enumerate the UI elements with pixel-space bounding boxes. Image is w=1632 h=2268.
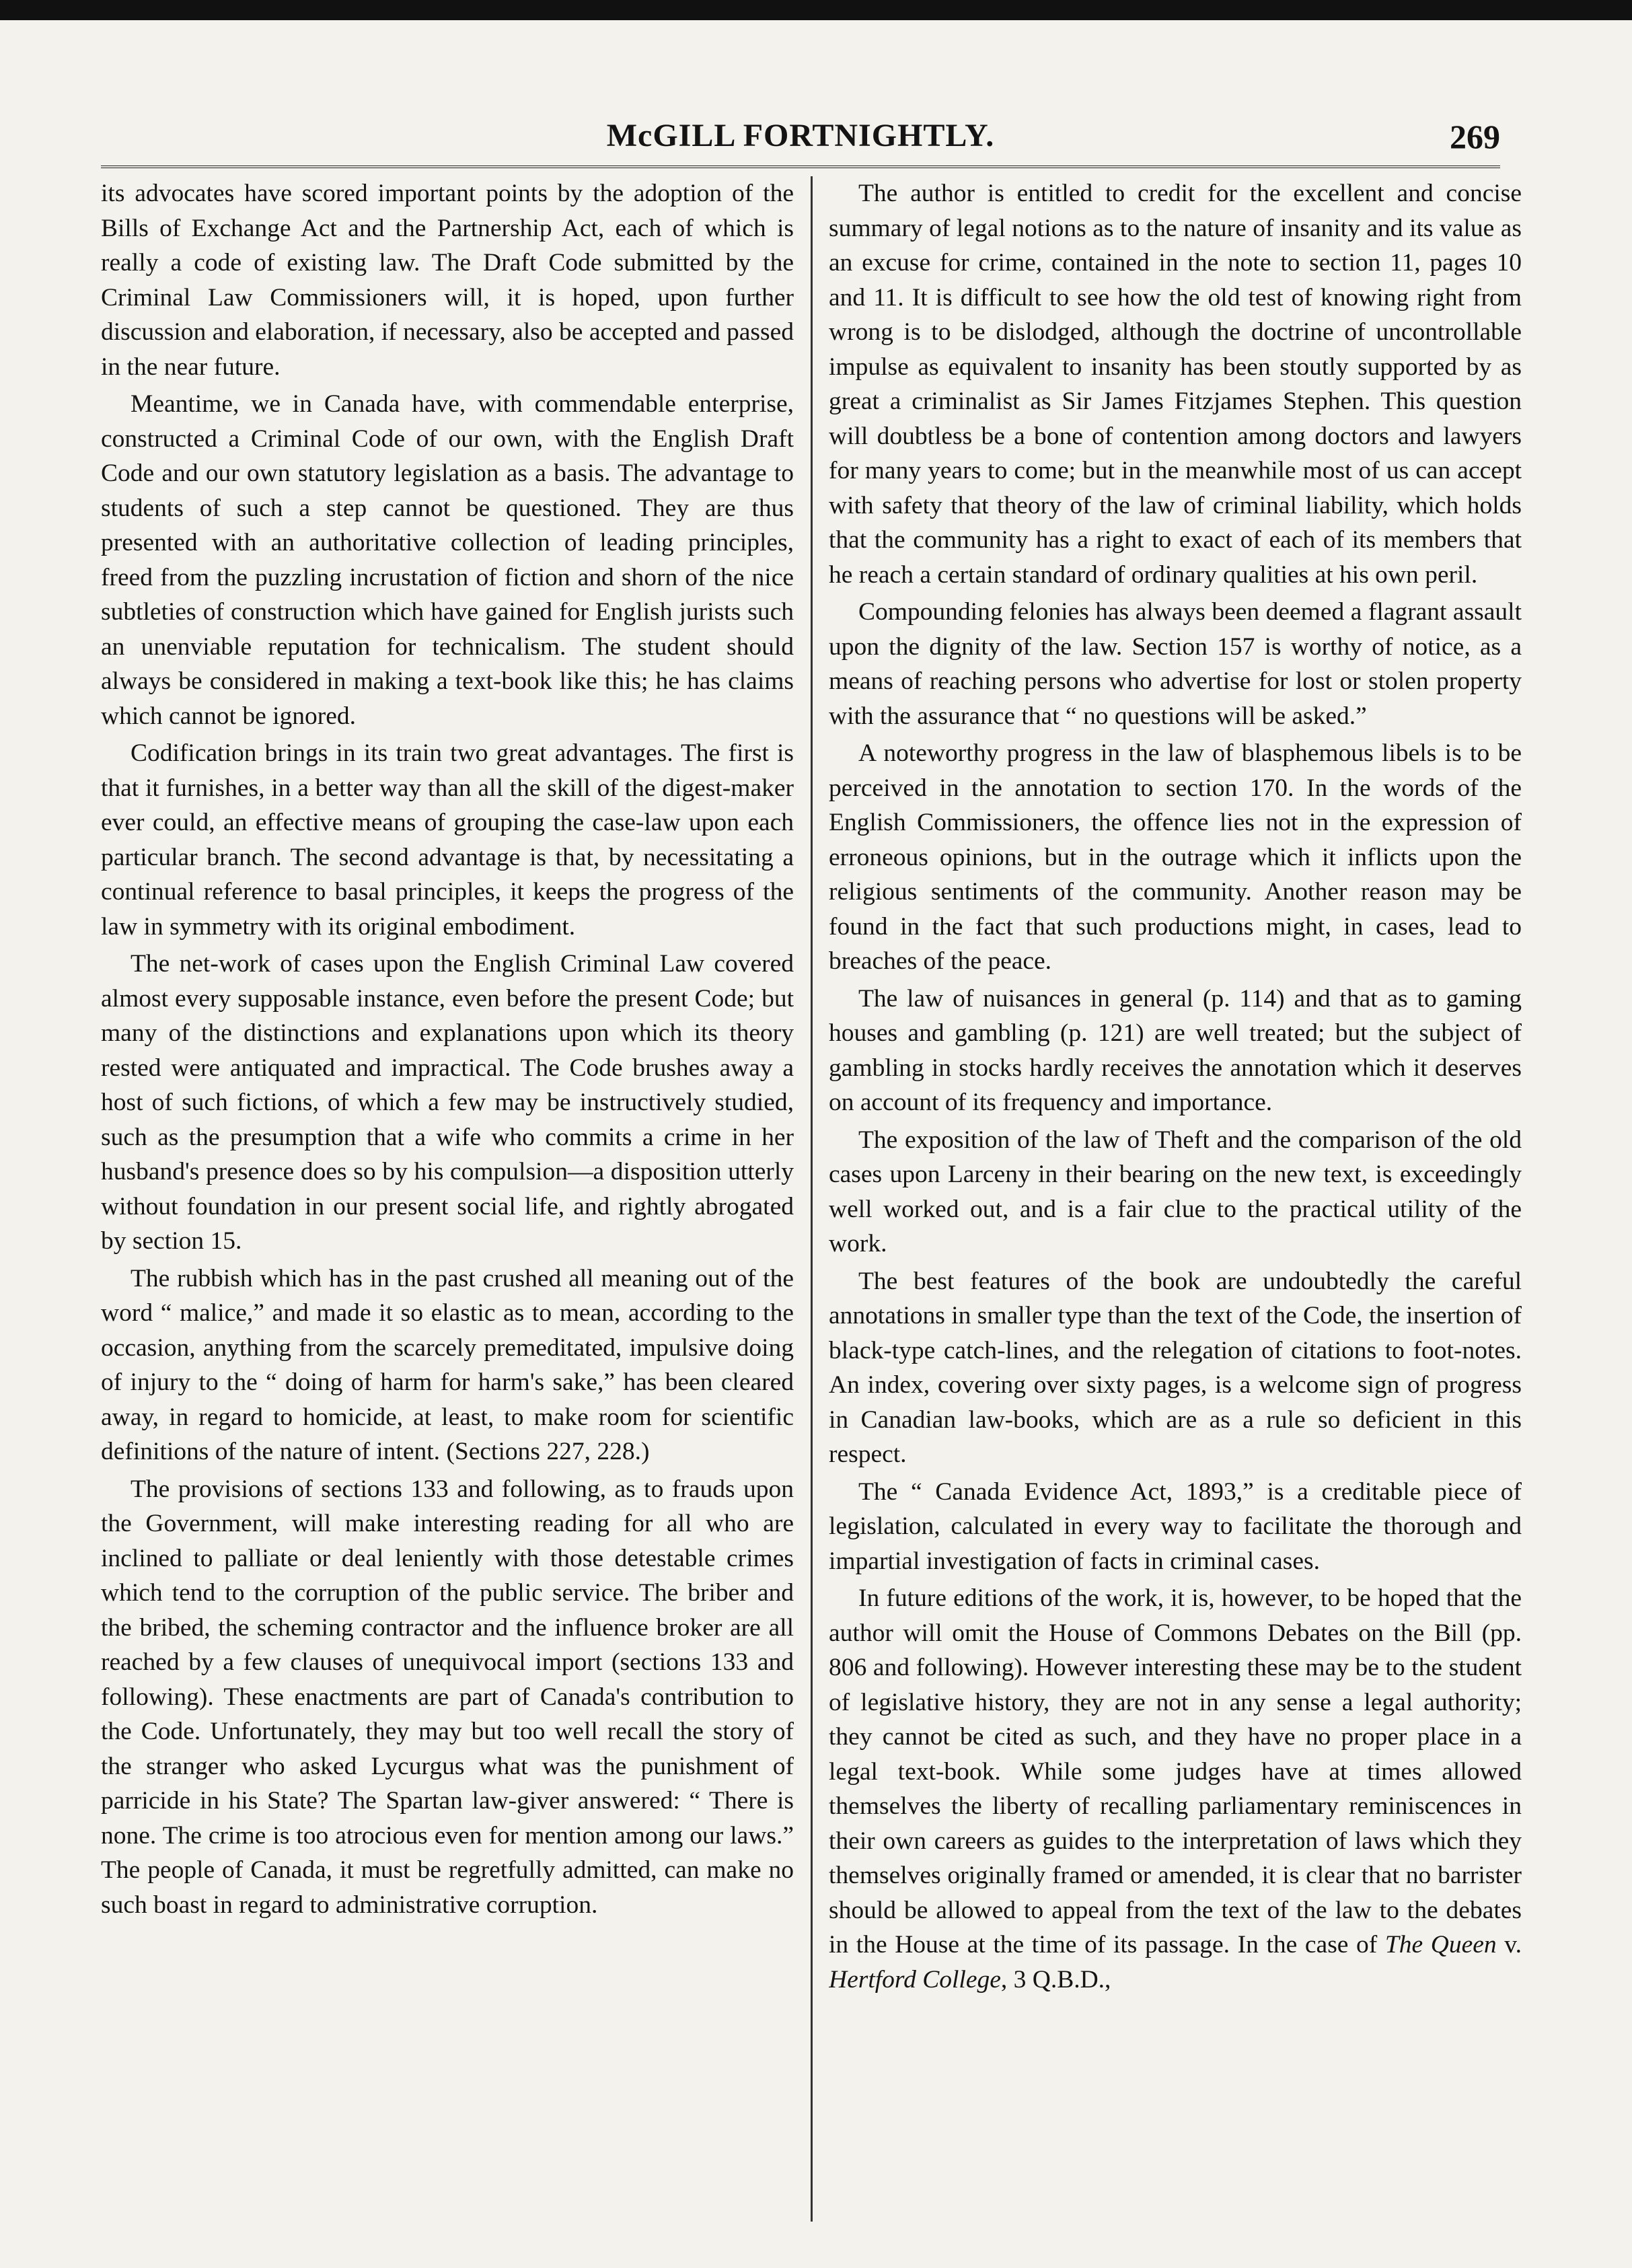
case-versus: v. (1496, 1931, 1522, 1959)
paragraph: Codification brings in its train two great advantages. The first is that it furnishes, in a better way than all the skill of the digest-maker ever could, an effective means of grouping the case-law upon each particular branch. The second advantage is that, by necessitating a continual reference to basal principles, it keeps the progress of the law in symmetry with its original embodiment. (101, 739, 794, 941)
paragraph: The rubbish which has in the past crushed all meaning out of the word “ malice,” and made it so elastic as to mean, according to the occasion, anything from the scarcely premeditated, impulsive doing of injury to the “ doing of harm for harm's sake,” has been cleared away, in regard to homicide, at least, to make room for scientific definitions of the nature of intent. (Sections 227, 228.) (101, 1264, 794, 1465)
paragraph: The author is entitled to credit for the excellent and concise summary of legal notions as to the nature of insanity and its value as an excuse for crime, contained in the note to section 11, pages 10 and 11. It is difficult to see how the old test of knowing right from wrong is to be dislodged, although the doctrine of uncontrollable impulse as equivalent to insanity has been stoutly supported by as great a criminalist as Sir James Fitzjames Stephen. This question will doubtless be a bone of contention among doctors and lawyers for many years to come; but in the meanwhile most of us can accept with safety that theory of the law of criminal liability, which holds that the community has a right to exact of each of its members that he reach a certain standard of ordinary qualities at his own peril. (829, 180, 1522, 589)
paragraph: The exposition of the law of Theft and the comparison of the old cases upon Larceny in their bearing on the new text, is exceedingly well worked out, and is a fair clue to the practical utility of the work. (829, 1126, 1522, 1257)
case-report: , 3 Q.B.D., (1000, 1965, 1111, 1993)
top-border-rule (0, 0, 1632, 20)
running-title: McGILL FORTNIGHTLY. (606, 118, 995, 153)
column-divider (811, 176, 813, 2222)
paragraph: The best features of the book are undoubtedly the careful annotations in smaller type than the text of the Code, the insertion of black-type catch-lines, and the relegation of citations to foot-notes. An index, covering over sixty pages, is a welcome sign of progress in Canadian law-books, which are as a rule so deficient in this respect. (829, 1267, 1522, 1468)
paragraph-text: In future editions of the work, it is, however, to be hoped that the author will omit the House of Commons Debates on the Bill (pp. 806 and following). However interesting these may be to the student of legislative history, they are not in any sense a legal authority; they cannot be cited as such, and they have no proper place in a legal text-book. While some judges have at times allowed themselves the liberty of recalling parliamentary reminiscences in their own careers as guides to the interpretation of laws which they themselves originally framed or amended, it is clear that no barrister should be allowed to appeal from the text of the law to the debates in the House at the time of its passage. In the case of (829, 1584, 1522, 1959)
case-name: The Queen (1384, 1931, 1497, 1959)
paragraph: its advocates have scored important points by the adoption of the Bills of Exchange Act and the Partnership Act, each of which is really a code of existing law. The Draft Code submitted by the Criminal Law Commissioners will, it is hoped, upon further discussion and elaboration, if necessary, also be accepted and passed in the near future. (101, 180, 794, 381)
paragraph: The law of nuisances in general (p. 114) and that as to gaming houses and gambling (p. 121) are well treated; but the subject of gambling in stocks hardly receives the annotation which it deserves on account of its frequency and importance. (829, 984, 1522, 1116)
case-party: Hertford College (829, 1965, 1001, 1993)
paragraph: Meantime, we in Canada have, with commendable enterprise, constructed a Criminal Code of our own, with the English Draft Code and our own statutory legislation as a basis. The advantage to students of such a step cannot be questioned. They are thus presented with an authoritative collection of leading principles, freed from the puzzling incrustation of fiction and shorn of the nice subtleties of construction which have gained for English jurists such an unenviable reputation for technicalism. The student should always be considered in making a text-book like this; he has claims which cannot be ignored. (101, 390, 794, 730)
header-rule (101, 166, 1500, 168)
paragraph-final (829, 1581, 1522, 1997)
paragraph: The net-work of cases upon the English Criminal Law covered almost every supposable instance, even before the present Code; but many of the distinctions and explanations upon which its theory rested were antiquated and impractical. The Code brushes away a host of such fictions, of which a few may be instructively studied, such as the presumption that a wife who commits a crime in her husband's presence does so by his compulsion—a disposition utterly without foundation in our present social life, and rightly abrogated by section 15. (101, 950, 794, 1255)
left-column (101, 176, 794, 2222)
paragraph: The provisions of sections 133 and following, as to frauds upon the Government, will make interesting reading for all who are inclined to palliate or deal leniently with those detestable crimes which tend to the corruption of the public service. The briber and the bribed, the scheming contractor and the influence broker are all reached by a few clauses of unequivocal import (sections 133 and following). These enactments are part of Canada's contribution to the Code. Unfortunately, they may but too well recall the story of the stranger who asked Lycurgus what was the punishment of parricide in his State? The Spartan law-giver answered: “ There is none. The crime is too atrocious even for mention among our laws.” The people of Canada, it must be regretfully admitted, can make no such boast in regard to administrative corruption. (101, 1475, 794, 1919)
page-number: 269 (1450, 118, 1500, 155)
paragraph: The “ Canada Evidence Act, 1893,” is a creditable piece of legislation, calculated in every way to facilitate the thorough and impartial investigation of facts in criminal cases. (829, 1477, 1522, 1575)
running-header (101, 114, 1500, 168)
paragraph: A noteworthy progress in the law of blasphemous libels is to be perceived in the annotation to section 170. In the words of the English Commissioners, the offence lies not in the expression of erroneous opinions, but in the outrage which it inflicts upon the religious sentiments of the community. Another reason may be found in the fact that such productions might, in cases, lead to breaches of the peace. (829, 739, 1522, 975)
right-column (829, 176, 1522, 2222)
paragraph: Compounding felonies has always been deemed a flagrant assault upon the dignity of the law. Section 157 is worthy of notice, as a means of reaching persons who advertise for lost or stolen property with the assurance that “ no questions will be asked.” (829, 598, 1522, 730)
